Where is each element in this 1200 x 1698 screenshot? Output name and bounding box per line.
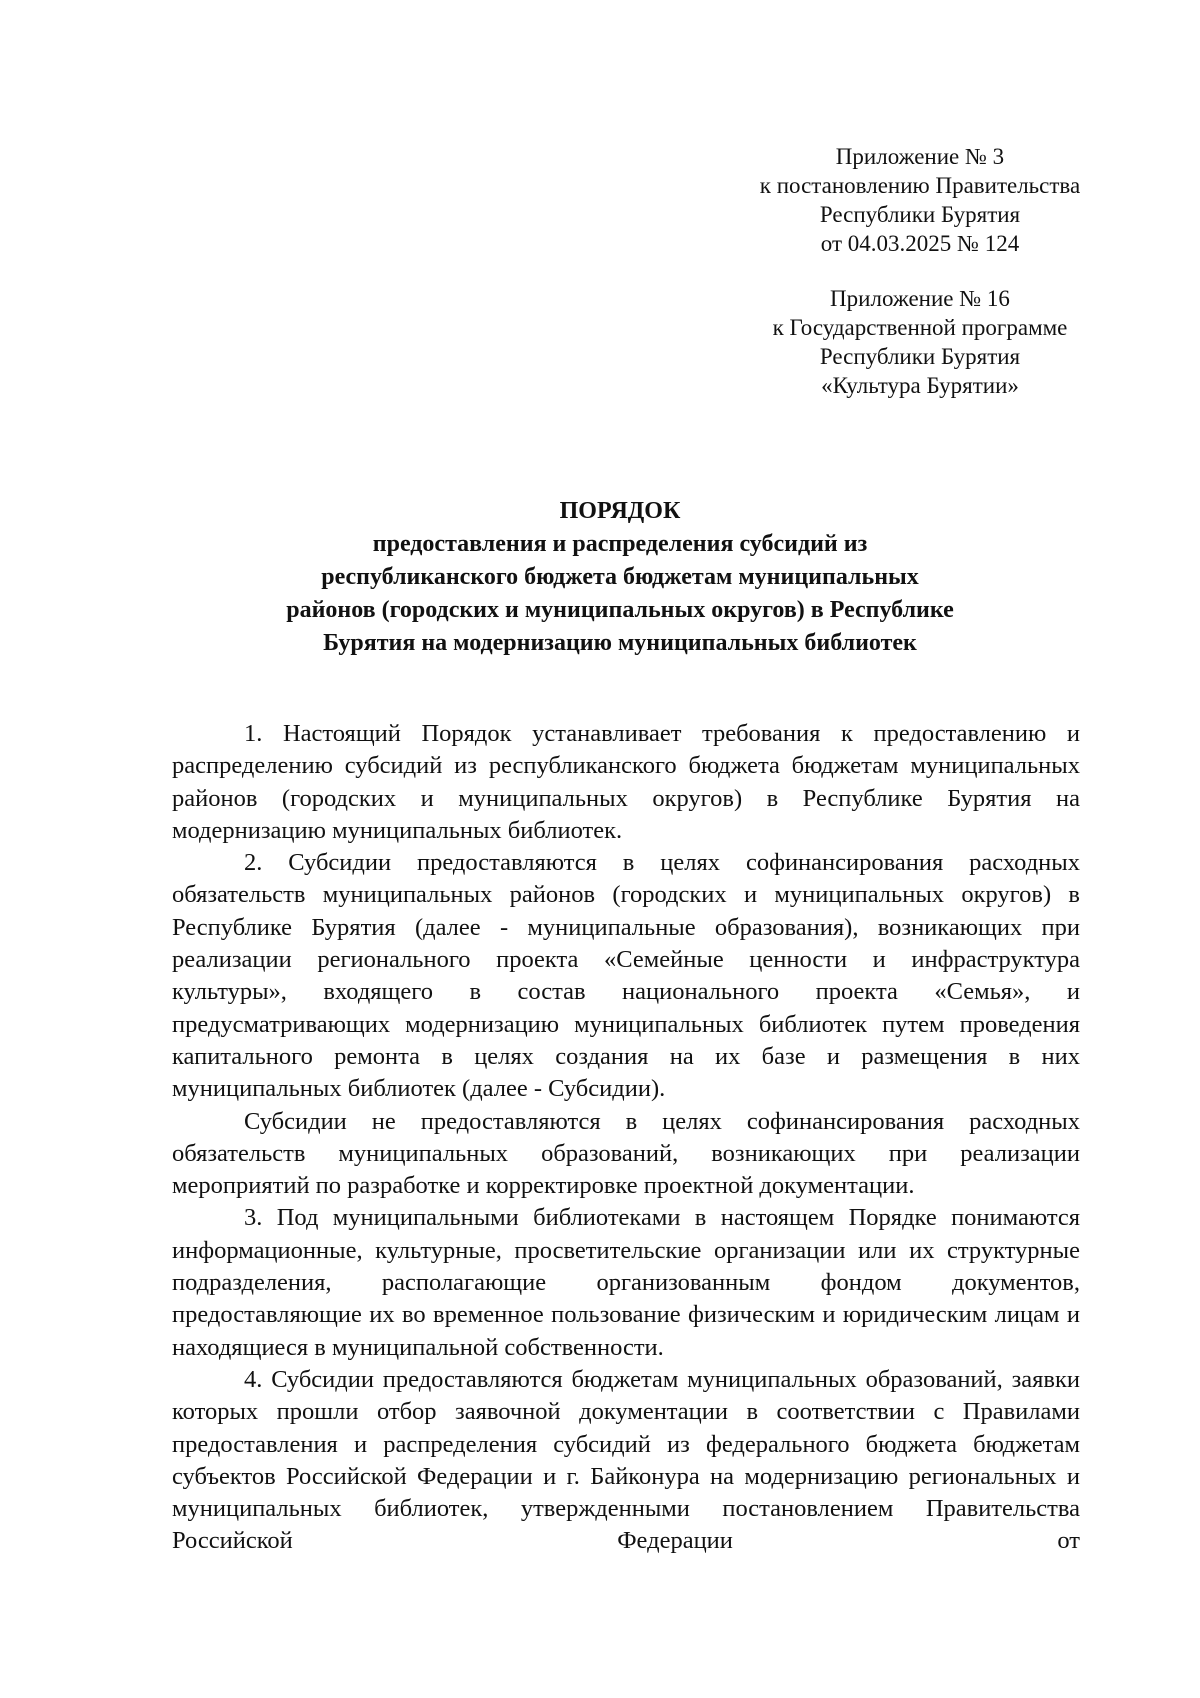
appendix-3-line-1: Приложение № 3 [835,144,1005,169]
document-body [172,718,1080,1558]
appendix-3-line-4: от 04.03.2025 № 124 [820,231,1020,256]
paragraph-3: Субсидии не предоставляются в целях софинансирования расходных обязательств муниципальных образований, возникающих при реализации мероприятий по разработке и корректировке проектной документации. [172,1107,1080,1200]
document-title [170,495,1070,660]
appendix-16-line-1: Приложение № 16 [830,286,1010,311]
appendix-16-line-2: к Государственной программе [772,315,1068,340]
appendix-16-line-4: «Культура Бурятии» [821,373,1019,398]
appendix-16-line-3: Республики Бурятия [819,344,1021,369]
title-line-4: районов (городских и муниципальных округов) в Республике [286,597,954,623]
title-line-2: предоставления и распределения субсидий из [372,531,868,557]
paragraph-2: 2. Субсидии предоставляются в целях софинансирования расходных обязательств муниципальных районов (городских и муниципальных округов) в Республике Бурятия (далее - муниципальные образования), возникающих при реализации регионального проекта «Семейные ценности и инфраструктура культуры», входящего в состав национального проекта «Семья», и предусматривающих модернизацию муниципальных библиотек путем проведения капитального ремонта в целях создания на их базе и размещения в них муниципальных библиотек (далее - Субсидии). [172,849,1080,1103]
title-line-1: ПОРЯДОК [559,498,681,524]
paragraph-4: 3. Под муниципальными библиотеками в настоящем Порядке понимаются информационные, культурные, просветительские организации или их структурные подразделения, располагающие организованным фондом документов, предоставляющие их во временное пользование физическим и юридическим лицам и находящиеся в муниципальной собственности. [172,1204,1080,1361]
appendix-16-header [740,284,1100,400]
title-line-5: Бурятия на модернизацию муниципальных библиотек [323,630,917,656]
title-line-3: республиканского бюджета бюджетам муниципальных [321,564,919,590]
appendix-3-line-3: Республики Бурятия [819,202,1021,227]
paragraph-5: 4. Субсидии предоставляются бюджетам муниципальных образований, заявки которых прошли отбор заявочной документации в соответствии с Правилами предоставления и распределения субсидий из федерального бюджета бюджетам субъектов Российской Федерации и г. Байконура на модернизацию региональных и муниципальных библиотек, утвержденными постановлением Правительства Российской Федерации от [172,1365,1080,1555]
appendix-3-line-2: к постановлению Правительства [759,173,1081,198]
paragraph-1: 1. Настоящий Порядок устанавливает требования к предоставлению и распределению субсидий из республиканского бюджета бюджетам муниципальных районов (городских и муниципальных округов) в Республике Бурятия на модернизацию муниципальных библиотек. [172,720,1080,844]
appendix-3-header [740,142,1100,258]
